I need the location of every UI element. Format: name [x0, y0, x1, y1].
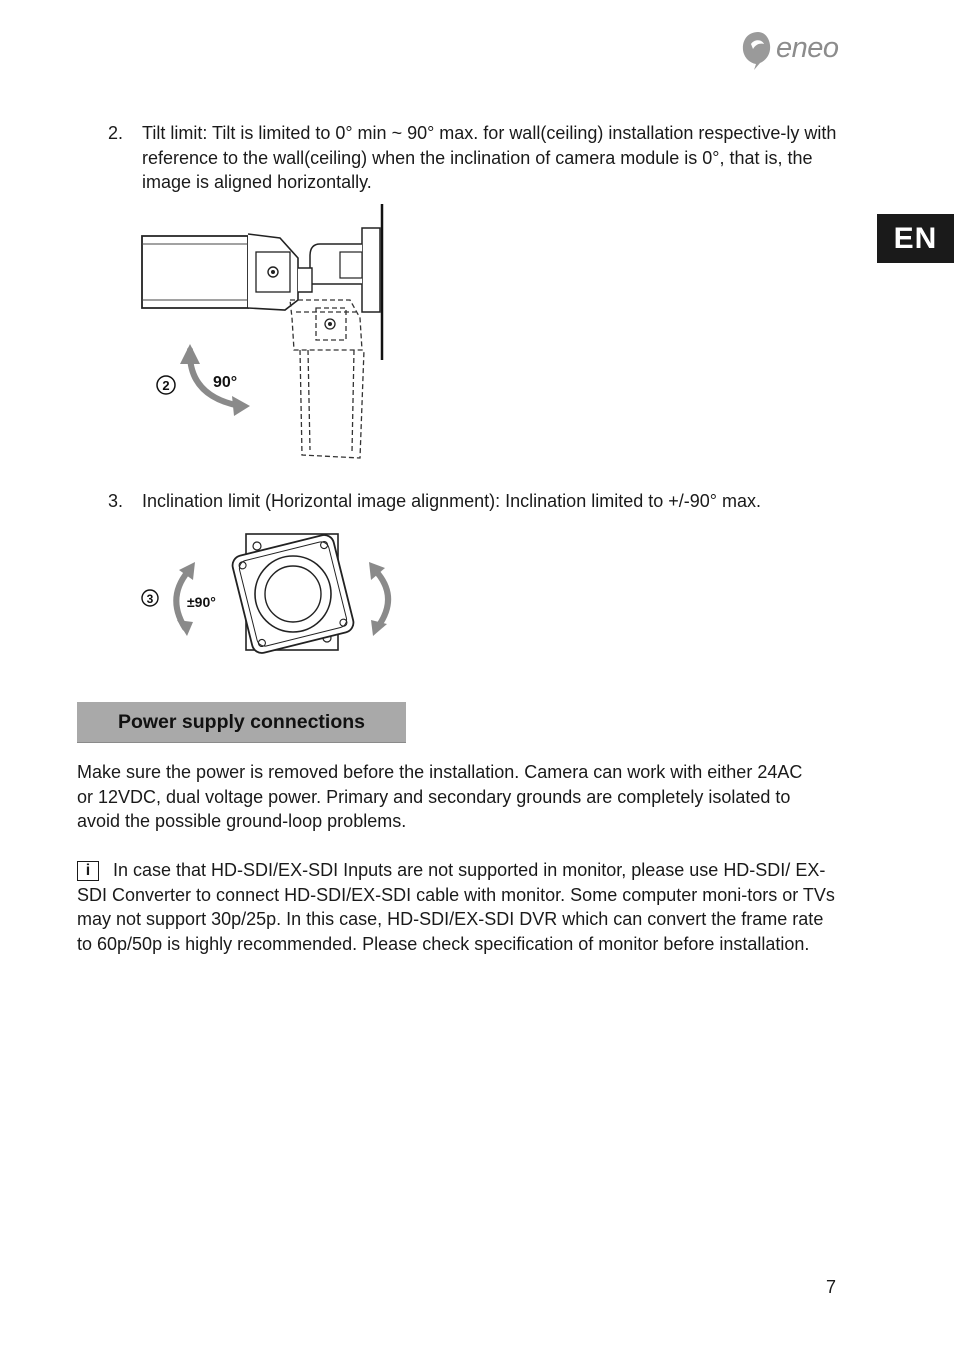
lens-inner — [265, 566, 321, 622]
step-item-3 — [108, 489, 848, 515]
rotate-right-arrow-icon — [373, 568, 388, 628]
brand-logo — [740, 30, 850, 72]
info-note-text: In case that HD-SDI/EX-SDI Inputs are not supported in monitor, please use HD-SDI/ EX-SDI Converter to connect HD-SDI/EX-SDI cable with monitor. Some computer moni-tors or TVs may not support 30p/25p. In this case, HD-SDI/EX-SDI DVR which can convert the frame rate to 60p/50p is highly recommended. Please check specification of monitor before installation. — [77, 860, 835, 954]
step-text: Inclination limit (Horizontal image alignment): Inclination limited to +/-90° max. — [142, 491, 761, 511]
power-supply-paragraph: Make sure the power is removed before the installation. Camera can work with either 24AC or 12VDC, dual voltage power. Primary and secondary grounds are completely isolated to avoid the possible ground-loop problems. — [77, 762, 803, 831]
tilt-limit-figure — [130, 200, 400, 465]
brand-name: eneo — [776, 32, 839, 64]
step-text: Tilt limit: Tilt is limited to 0° min ~ 90° max. for wall(ceiling) installation respective-ly with reference to the wall(ceiling) when the inclination of camera module is 0°, that is, the image is aligned horizontally. — [142, 123, 837, 192]
rotated-camera-outline — [290, 300, 364, 458]
step-number: 2. — [108, 123, 124, 143]
step-number: 3. — [108, 491, 124, 511]
step-item-2 — [108, 121, 848, 197]
inclination-limit-figure — [135, 528, 405, 658]
tilt-angle-label: 90° — [213, 374, 238, 391]
camera-body — [142, 236, 248, 308]
inclination-angle-label: ±90° — [187, 594, 216, 610]
section-heading: Power supply connections — [77, 702, 406, 743]
page-number: 7 — [826, 1277, 837, 1297]
info-note — [77, 858, 842, 956]
language-tab: EN — [877, 214, 954, 263]
figure-marker-number: 2 — [162, 378, 170, 393]
info-icon: i — [77, 861, 99, 881]
wall-mount-plate — [362, 228, 380, 312]
eneo-logo-icon — [740, 30, 774, 70]
figure-marker-number: 3 — [146, 592, 154, 606]
